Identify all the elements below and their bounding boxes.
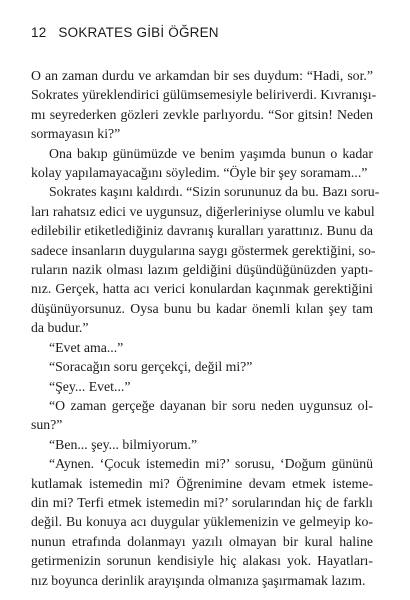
running-header (31, 25, 219, 45)
text-line: “Soracağın soru gerçekçi, değil mi?” (49, 359, 253, 375)
text-line: din mi? Terfi etmek istemedin mi?’ sorularından hiç de farklı (31, 494, 373, 510)
text-line: Sokrates yüreklendirici gülümsemesiyle beliriverdi. Kıvranışı- (31, 87, 377, 103)
paragraph (31, 377, 373, 396)
text-line: değil. Bu konuya acı duygular yüklemenizin ve gelmeyip ko- (31, 514, 373, 530)
text-line: mı seyrederken gözleri zevkle parlıyordu. “Sor gitsin! Neden (31, 106, 373, 122)
paragraph (31, 182, 380, 337)
text-line: “Ben... şey... bilmiyorum.” (49, 436, 198, 452)
body-text (31, 66, 380, 590)
running-title: SOKRATES GİBİ ÖĞREN (58, 25, 219, 40)
text-line: edilebilir etiketlediğiniz davranış kuralları yarattınız. Bunu da (31, 223, 373, 239)
text-line: nız boyunca derinlik arayışında olmanıza şaşırmamak lazım. (31, 572, 366, 588)
text-line: getirmenizin sorunun kendisiyle hiç alakası yok. Hayatları- (31, 553, 373, 569)
text-line: “Aynen. ‘Çocuk istemedin mi?’ sorusu, ‘Doğum gününü (49, 456, 373, 472)
text-line: nunun etrafında dolanmayı yazılı olmayan bir kural haline (31, 533, 373, 549)
text-line: Sokrates kaşını kaldırdı. “Sizin sorununuz da bu. Bazı soru- (49, 184, 380, 200)
paragraph (31, 144, 373, 183)
text-line: “Evet ama...” (49, 339, 124, 355)
text-line: ları rahatsız edici ve uygunsuz, diğerleriniyse olumlu ve kabul (31, 203, 375, 219)
paragraph (31, 338, 373, 357)
paragraph (31, 454, 373, 590)
text-line: kutlamak istemedin mi? Öğrenimine devam etmek isteme- (31, 475, 373, 491)
text-line: Ona bakıp günümüzde ve benim yaşımda bunun o kadar (49, 145, 373, 161)
text-line: sadece insanların duygularına saygı göstermek gerektiğini, so- (31, 242, 376, 258)
text-line: nız. Gerçek, hatta acı verici konulardan kaçınmak gerektiğini (31, 281, 373, 297)
page-number: 12 (31, 25, 47, 40)
text-line: O an zaman durdu ve arkamdan bir ses duydum: “Hadi, sor.” (31, 68, 373, 83)
paragraph (31, 66, 377, 144)
text-line: “O zaman gerçeğe dayanan bir soru neden uygunsuz ol- (49, 397, 373, 413)
text-line: kolay yapılamayacağını söyledim. “Öyle bir şey soramam...” (31, 165, 368, 181)
text-line: sormayasın ki?” (31, 126, 121, 142)
paragraph (31, 435, 373, 454)
text-line: sun?” (31, 417, 63, 433)
text-line: da budur.” (31, 320, 89, 336)
paragraph (31, 396, 373, 435)
text-line: düşünüyorsunuz. Oysa bunu bu kadar önemli kılan şey tam (31, 300, 373, 316)
text-line: ruların nazik olması lazım geldiğini düşündüğünüzden yaptı- (31, 262, 373, 278)
text-line: “Şey... Evet...” (49, 378, 131, 394)
paragraph (31, 357, 373, 376)
